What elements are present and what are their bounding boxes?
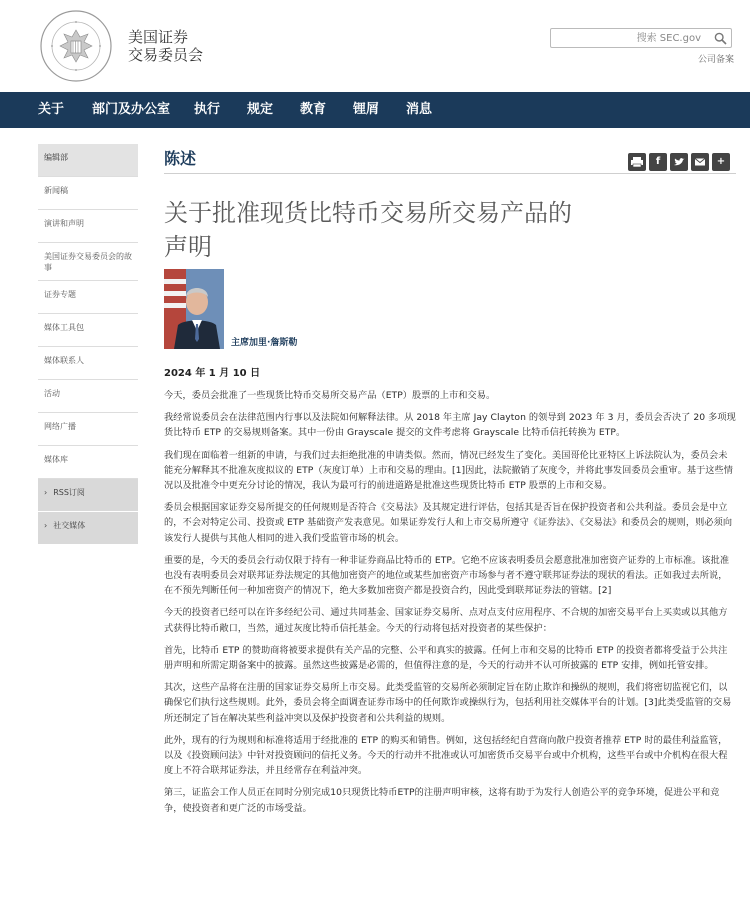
paragraph: 我经常说委员会在法律范围内行事以及法院如何解释法律。从 2018 年主席 Jay Clayton 的领导到 2023 年 3 月，委员会否决了 20 多项现货比特币 ETP 的交易规则备案。其中一份由 Grayscale 提交的文件考虑将 Grayscale 比特币信托转换为 ETP。 — [164, 412, 736, 439]
nav-item-news[interactable]: 消息 — [406, 102, 433, 117]
chevron-right-icon: › — [44, 488, 48, 497]
paragraph: 我们现在面临着一组新的申请，与我们过去拒绝批准的申请类似。然而，情况已经发生了变化。美国哥伦比亚特区上诉法院认为，委员会未能充分解释其不批准灰度拟议的 ETP（灰度订单）上市和交易的理由。[1]因此，法院撤销了灰度令，并将此事发回委员会重审。基于这些情况以及批准令中更充分讨论的情况，我认为最可行的前进道路是批准这些现货比特币 ETP 股票的上市和交易。 — [164, 449, 734, 492]
sidebar-item-media-library[interactable] — [38, 446, 138, 479]
sec-seal-logo[interactable] — [40, 10, 112, 82]
paragraph: 今天，委员会批准了一些现货比特币交易所交易产品（ETP）股票的上市和交易。 — [164, 390, 496, 401]
sidebar-item-label: 证券专题 — [44, 290, 76, 299]
sidebar-item-press-releases[interactable] — [38, 177, 138, 210]
paragraph: 第三，证监会工作人员正在同时分别完成10只现货比特币ETP的注册声明审核，这将有助于为发行人创造公平的竞争环境，促进公平和竞争，使投资者和更广泛的市场受益。 — [164, 787, 720, 814]
agency-name[interactable] — [128, 28, 203, 64]
sidebar-item-rss[interactable] — [38, 479, 138, 512]
agency-name-line1: 美国证券 — [128, 28, 189, 46]
sidebar-item-media-contacts[interactable] — [38, 347, 138, 380]
sidebar-item-newsroom[interactable] — [38, 144, 138, 177]
author-link[interactable]: 主席加里·詹斯勒 — [231, 338, 298, 348]
sidebar-item-events[interactable] — [38, 380, 138, 413]
paragraph: 重要的是，今天的委员会行动仅限于持有一种非证券商品比特币的 ETP。它绝不应该表明委员会愿意批准加密资产证券的上市标准。该批准也没有表明委员会对联邦证券法规定的其他加密资产的地位或某些加密资产市场参与者不遵守联邦证券法的现状的看法。正如我过去所说，在不预先判断任何一种加密资产的情况下，绝大多数加密资产都是投资合约，因此受到联邦证券法的管辖。[2] — [164, 554, 730, 597]
search-box — [550, 28, 732, 48]
facebook-icon[interactable]: f — [649, 153, 667, 171]
paragraph: 此外，现有的行为规则和标准将适用于经批准的 ETP 的购买和销售。例如，这包括经纪自营商向散户投资者推荐 ETP 时的最佳利益监管，以及《投资顾问法》中针对投资顾问的信托义务。今天的行动并不批准或认可加密货币交易平台或中介机构，这些平台或中介机构在很大程度上不符合联邦证券法，并且经常存在利益冲突。 — [164, 734, 728, 777]
paragraph: 委员会根据国家证券交易所提交的任何规则是否符合《交易法》及其规定进行评估，包括其是否旨在保护投资者和公共利益。委员会是中立的，不会对特定公司、投资或 ETP 基础资产发表意见。如果证券发行人和上市交易所遵守《证券法》、《交易法》和委员会的规则，则必须向该发行人提供与其他人相同的进入我们受监管市场的机会。 — [164, 502, 733, 544]
sidebar-item-label: 活动 — [44, 389, 60, 398]
sidebar-item-social-media[interactable] — [38, 512, 138, 545]
agency-name-line2: 交易委员会 — [128, 46, 204, 64]
sidebar-item-label: 媒体工具包 — [44, 323, 84, 332]
sidebar-item-label: 媒体库 — [44, 455, 68, 464]
sidebar — [38, 144, 138, 545]
plus-icon[interactable]: + — [712, 153, 730, 171]
nav-item-divisions[interactable]: 部门及办公室 — [92, 102, 171, 117]
sidebar-item-label: 新闻稿 — [44, 186, 68, 195]
nav-item-enforcement[interactable]: 执行 — [194, 102, 221, 117]
article-body — [164, 388, 736, 823]
section-label: 陈述 — [164, 144, 736, 174]
publish-date: 2024 年 1 月 10 日 — [164, 368, 261, 379]
sidebar-item-sec-stories[interactable] — [38, 243, 138, 281]
print-icon[interactable] — [628, 153, 646, 171]
nav-item-about[interactable]: 关于 — [38, 102, 65, 117]
site-header — [0, 0, 750, 92]
sidebar-item-media-kit[interactable] — [38, 314, 138, 347]
twitter-icon[interactable] — [670, 153, 688, 171]
nav-item-regulation[interactable]: 规定 — [247, 102, 274, 117]
sidebar-item-label: 演讲和声明 — [44, 219, 84, 228]
sidebar-item-label: 美国证券交易委员会的故事 — [44, 252, 132, 272]
search-input[interactable] — [555, 30, 701, 46]
paragraph: 其次，这些产品将在注册的国家证券交易所上市交易。此类受监管的交易所必须制定旨在防止欺诈和操纵的规则，我们将密切监视它们，以确保它们执行这些规则。此外，委员会将全面调查证券市场中的任何欺诈或操纵行为，包括利用社交媒体平台的计划。[3]此类受监管的交易所还制定了旨在解决某些利益冲突以及保护投资者和公共利益的规则。 — [164, 682, 732, 724]
chevron-right-icon: › — [44, 521, 48, 530]
sidebar-item-label: 媒体联系人 — [44, 356, 84, 365]
sidebar-item-label: 网络广播 — [44, 422, 76, 431]
main-content — [164, 144, 736, 814]
sidebar-item-label: 编辑部 — [44, 153, 68, 162]
sidebar-item-label: RSS订阅 — [53, 488, 85, 497]
nav-item-education[interactable]: 教育 — [300, 102, 327, 117]
icp-filing-link[interactable]: 公司备案 — [698, 55, 735, 65]
search-icon[interactable] — [714, 32, 727, 45]
sidebar-item-webcasts[interactable] — [38, 413, 138, 446]
share-toolbar — [628, 153, 730, 171]
page-title: 关于批准现货比特币交易所交易产品的声明 — [164, 199, 572, 261]
sidebar-item-spotlight[interactable] — [38, 281, 138, 314]
sidebar-item-label: 社交媒体 — [53, 521, 86, 530]
main-nav — [0, 92, 750, 128]
sidebar-item-speeches[interactable] — [38, 210, 138, 243]
author-photo — [164, 269, 224, 349]
paragraph: 今天的投资者已经可以在许多经纪公司、通过共同基金、国家证券交易所、点对点支付应用程序、不合规的加密交易平台上买卖或以其他方式获得比特币敞口，当然，通过灰度比特币信托基金。今天的行动将包括对投资者的某些保护： — [164, 607, 728, 634]
nav-item-filings[interactable]: 锂屑 — [353, 102, 380, 117]
paragraph: 首先，比特币 ETP 的赞助商将被要求提供有关产品的完整、公平和真实的披露。任何上市和交易的比特币 ETP 的投资者都将受益于公共注册声明和所需定期备案中的披露。虽然这些披露是必需的，但值得注意的是，今天的行动并不认可所披露的 ETP 安排，例如托管安排。 — [164, 644, 728, 672]
email-icon[interactable] — [691, 153, 709, 171]
